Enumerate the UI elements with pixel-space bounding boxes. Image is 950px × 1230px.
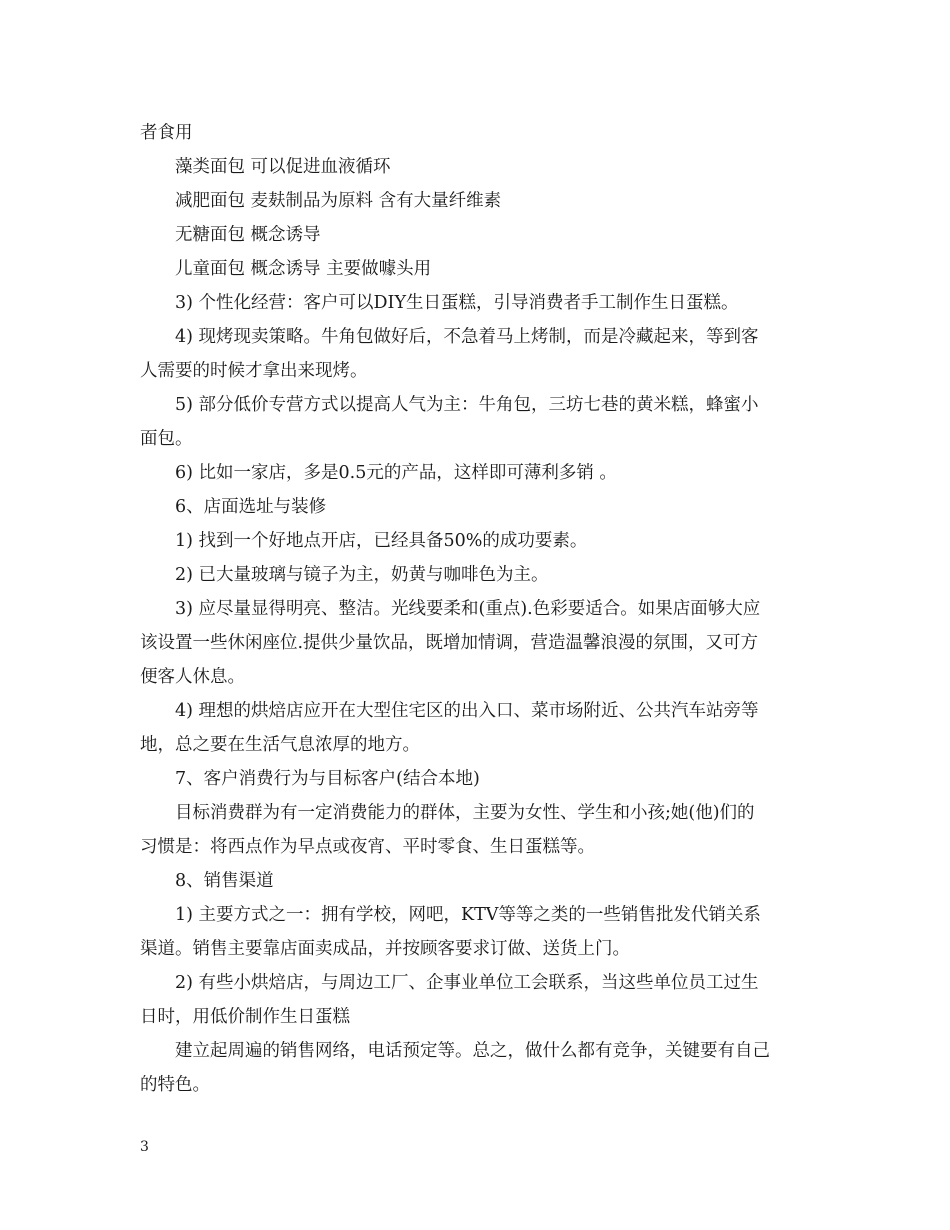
text-line: 6) 比如一家店，多是0.5元的产品，这样即可薄利多销 。 (175, 463, 617, 483)
text-line: 5) 部分低价专营方式以提高人气为主：牛角包，三坊七巷的黄米糕，蜂蜜小 (175, 395, 759, 415)
page-number: 3 (140, 1139, 149, 1155)
text-line: 8、销售渠道 (175, 871, 274, 891)
body-text (140, 116, 816, 1102)
text-line: 日时，用低价制作生日蛋糕 (140, 1007, 350, 1027)
text-line: 地，总之要在生活气息浓厚的地方。 (140, 735, 420, 755)
text-line: 的特色。 (140, 1075, 210, 1095)
text-line: 便客人休息。 (140, 667, 245, 687)
text-line: 目标消费群为有一定消费能力的群体，主要为女性、学生和小孩;她(他)们的 (175, 803, 755, 823)
text-line: 该设置一些休闲座位.提供少量饮品，既增加情调，营造温馨浪漫的氛围，又可方 (140, 633, 759, 653)
text-line: 3) 个性化经营：客户可以DIY生日蛋糕，引导消费者手工制作生日蛋糕。 (175, 293, 739, 313)
text-line: 藻类面包 可以促进血液循环 (175, 157, 391, 177)
text-line: 4) 现烤现卖策略。牛角包做好后，不急着马上烤制，而是冷藏起来，等到客 (175, 327, 759, 347)
text-line: 无糖面包 概念诱导 (175, 225, 321, 245)
text-line: 2) 有些小烘焙店，与周边工厂、企事业单位工会联系，当这些单位员工过生 (175, 973, 759, 993)
text-line: 建立起周遍的销售网络，电话预定等。总之，做什么都有竞争，关键要有自己 (175, 1041, 770, 1061)
text-line: 减肥面包 麦麸制品为原料 含有大量纤维素 (175, 191, 502, 211)
text-line: 面包。 (140, 429, 193, 449)
text-line: 4) 理想的烘焙店应开在大型住宅区的出入口、菜市场附近、公共汽车站旁等 (175, 701, 759, 721)
text-line: 渠道。销售主要靠店面卖成品，并按顾客要求订做、送货上门。 (140, 939, 630, 959)
text-line: 者食用 (140, 123, 193, 143)
text-line: 7、客户消费行为与目标客户(结合本地) (175, 769, 480, 789)
text-line: 儿童面包 概念诱导 主要做噱头用 (175, 259, 432, 279)
text-line: 1) 找到一个好地点开店，已经具备50%的成功要素。 (175, 531, 588, 551)
text-line: 3) 应尽量显得明亮、整洁。光线要柔和(重点).色彩要适合。如果店面够大应 (175, 599, 761, 619)
text-line: 6、店面选址与装修 (175, 497, 327, 517)
text-line: 人需要的时候才拿出来现烤。 (140, 361, 368, 381)
text-line: 1) 主要方式之一：拥有学校，网吧，KTV等等之类的一些销售批发代销关系 (175, 905, 761, 925)
text-line: 习惯是：将西点作为早点或夜宵、平时零食、生日蛋糕等。 (140, 837, 595, 857)
text-line: 2) 已大量玻璃与镜子为主，奶黄与咖啡色为主。 (175, 565, 549, 585)
